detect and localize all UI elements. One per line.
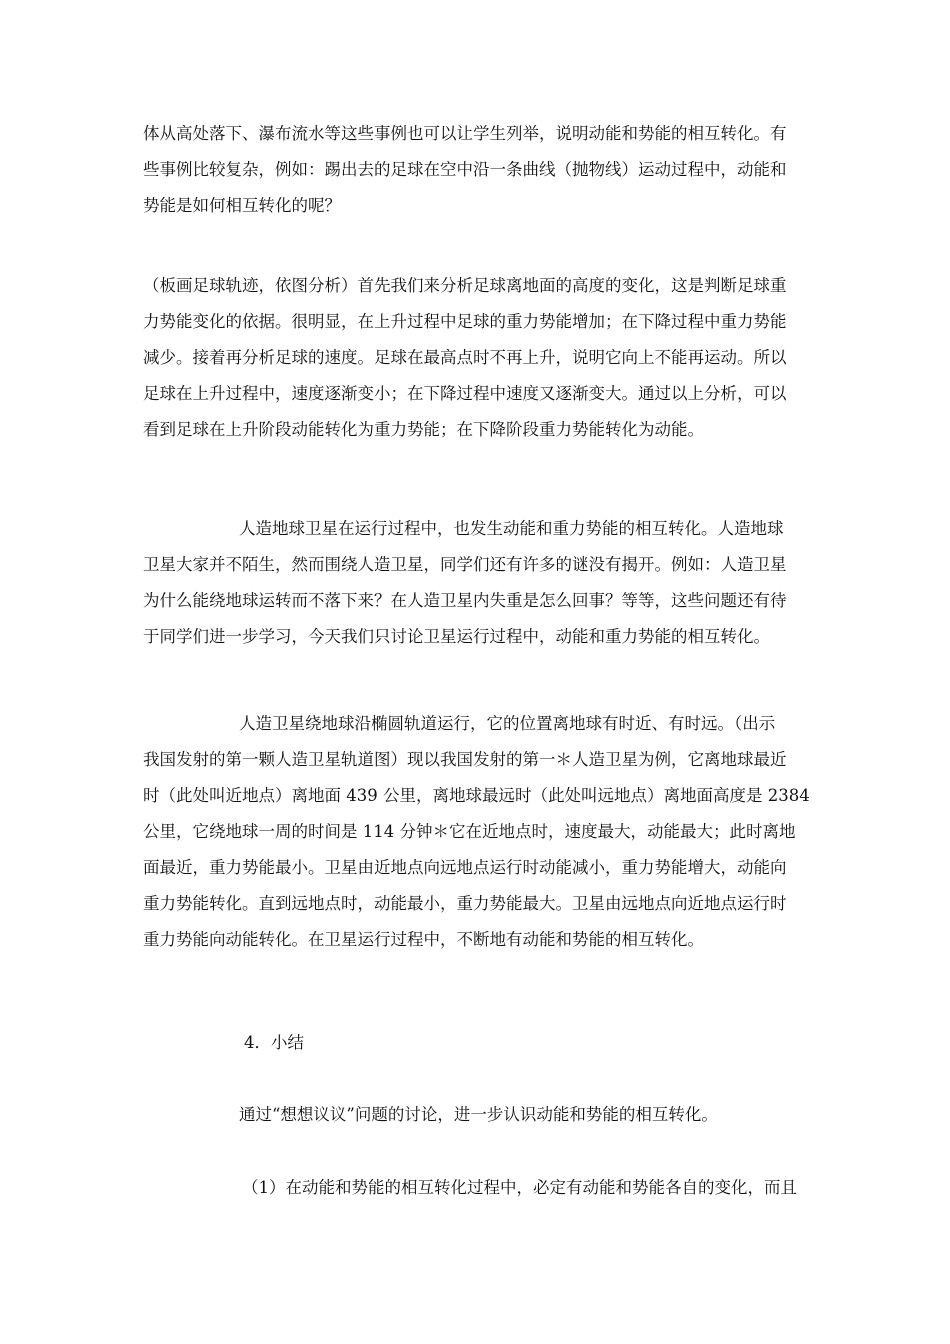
text-line: 我国发射的第一颗人造卫星轨道图）现以我国发射的第一＊人造卫星为例，它离地球最近 (143, 750, 787, 769)
paragraph-2 (143, 268, 808, 448)
text-line: 看到足球在上升阶段动能转化为重力势能；在下降阶段重力势能转化为动能。 (143, 420, 704, 439)
text-line: （1）在动能和势能的相互转化过程中，必定有动能和势能各自的变化，而且 (242, 1178, 797, 1197)
text-line: 通过“想想议议”问题的讨论，进一步认识动能和势能的相互转化。 (239, 1105, 718, 1124)
paragraph-1 (143, 116, 808, 224)
paragraph-3 (143, 511, 808, 655)
text-line: 人造地球卫星在运行过程中，也发生动能和重力势能的相互转化。人造地球 (239, 519, 784, 538)
text-line: 为什么能绕地球运转而不落下来？在人造卫星内失重是怎么回事？等等，这些问题还有待 (143, 591, 787, 610)
text-line: 重力势能向动能转化。在卫星运行过程中，不断地有动能和势能的相互转化。 (143, 930, 704, 949)
text-line: 力势能变化的依据。很明显，在上升过程中足球的重力势能增加；在下降过程中重力势能 (143, 312, 787, 331)
section-heading: 4．小结 (244, 1033, 304, 1052)
text-line: 人造卫星绕地球沿椭圆轨道运行，它的位置离地球有时近、有时远。（出示 (239, 714, 776, 733)
text-line: 重力势能转化。直到远地点时，动能最小，重力势能最大。卫星由远地点向近地点运行时 (143, 894, 787, 913)
text-line: 面最近，重力势能最小。卫星由近地点向远地点运行时动能减小，重力势能增大，动能向 (143, 858, 787, 877)
text-line: 些事例比较复杂，例如：踢出去的足球在空中沿一条曲线（抛物线）运动过程中，动能和 (143, 160, 787, 179)
text-line: 公里，它绕地球一周的时间是 114 分钟＊它在近地点时，速度最大，动能最大；此时离地 (143, 822, 796, 841)
text-line: 足球在上升过程中，速度逐渐变小；在下降过程中速度又逐渐变大。通过以上分析，可以 (143, 384, 787, 403)
text-line: 势能是如何相互转化的呢？ (143, 196, 341, 215)
text-line: 于同学们进一步学习，今天我们只讨论卫星运行过程中，动能和重力势能的相互转化。 (143, 627, 770, 646)
paragraph-5 (143, 1097, 808, 1133)
section-heading-summary (143, 1025, 808, 1061)
text-line: 减少。接着再分析足球的速度。足球在最高点时不再上升，说明它向上不能再运动。所以 (143, 348, 787, 367)
text-line: 卫星大家并不陌生，然而围绕人造卫星，同学们还有许多的谜没有揭开。例如：人造卫星 (143, 555, 787, 574)
text-line: （板画足球轨迹，依图分析）首先我们来分析足球离地面的高度的变化，这是判断足球重 (143, 276, 787, 295)
text-line: 时（此处叫近地点）离地面 439 公里，离地球最远时（此处叫远地点）离地面高度是 2384 (143, 786, 810, 805)
paragraph-4 (143, 706, 808, 958)
text-line: 体从高处落下、瀑布流水等这些事例也可以让学生列举，说明动能和势能的相互转化。有 (143, 124, 787, 143)
list-item-1 (143, 1170, 808, 1206)
